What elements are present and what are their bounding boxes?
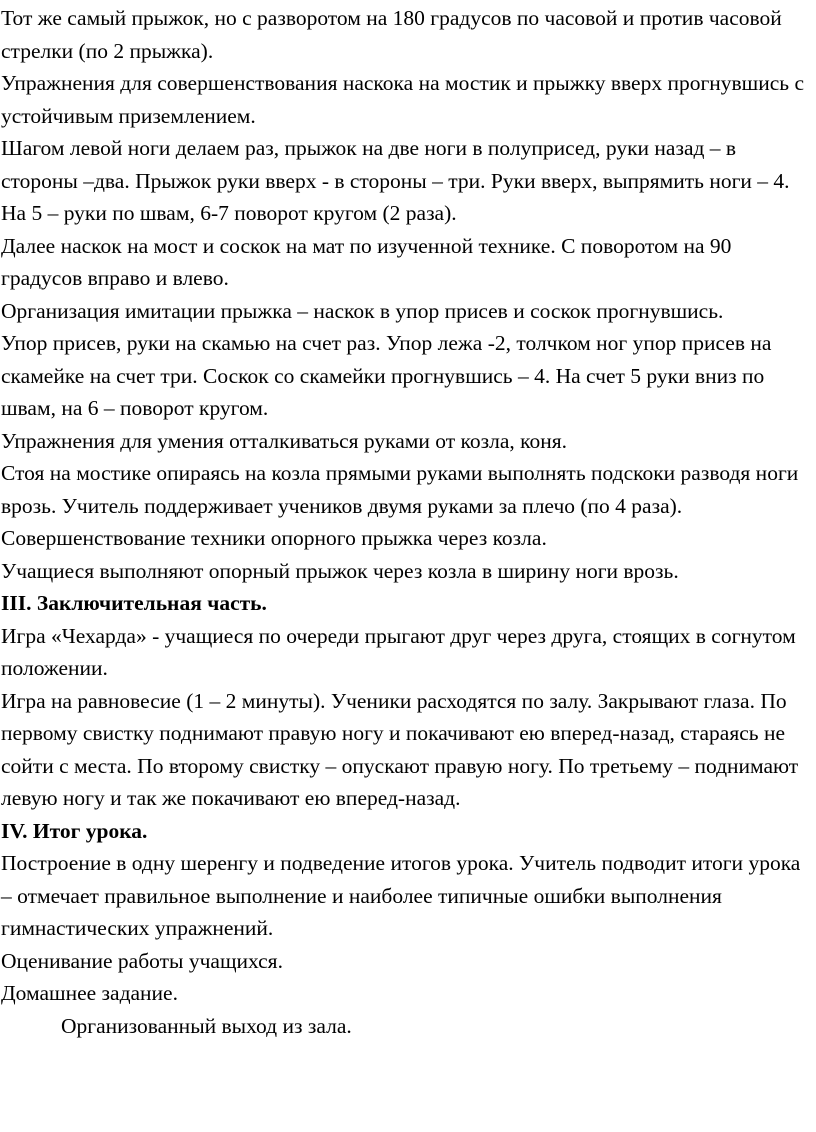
paragraph-vault-straddle: Учащиеся выполняют опорный прыжок через козла в ширину ноги врозь. [1, 558, 679, 583]
paragraph-bridge-exercises: Упражнения для совершенствования наскока на мостик и прыжку вверх прогнувшись с устойчивым приземлением. [1, 71, 805, 128]
paragraph-leapfrog-game: Игра «Чехарда» - учащиеся по очереди прыгают друг через друга, стоящих в согнутом положении. [1, 623, 796, 680]
paragraph-jump-rotation: Тот же самый прыжок, но с разворотом на 180 градусов по часовой и против часовой стрелки (по 2 прыжка). [1, 6, 782, 63]
paragraph-imitation-jump: Организация имитации прыжка – наскок в упор присев и соскок прогнувшись. [1, 298, 724, 323]
paragraph-organized-exit: Организованный выход из зала. [61, 1013, 352, 1038]
paragraph-push-off-exercises: Упражнения для умения отталкиваться руками от козла, коня. [1, 428, 568, 453]
paragraph-bridge-dismount: Далее наскок на мост и соскок на мат по изученной технике. С поворотом на 90 градусов вправо и влево. [1, 233, 732, 290]
paragraph-vault-technique: Совершенствование техники опорного прыжка через козла. [1, 526, 547, 550]
paragraph-bridge-hops: Стоя на мостике опираясь на козла прямыми руками выполнять подскоки разводя ноги врозь. Учитель поддерживает учеников двумя руками за плечо (по 4 раза). [1, 461, 799, 518]
paragraph-left-leg-step: Шагом левой ноги делаем раз, прыжок на две ноги в полуприсед, руки назад – в стороны –два. Прыжок руки вверх - в стороны – три. Руки вверх, выпрямить ноги – 4. На 5 – руки по швам, 6-7 поворот кругом (2 раза). [1, 136, 790, 225]
section-heading-lesson-summary: IV. Итог урока. [1, 818, 148, 843]
document-page [1, 2, 809, 1042]
section-heading-final-part: III. Заключительная часть. [1, 591, 267, 615]
paragraph-homework: Домашнее задание. [1, 981, 178, 1005]
paragraph-lineup-summary: Построение в одну шеренгу и подведение итогов урока. Учитель подводит итоги урока – отмечает правильное выполнение и наиболее типичные ошибки выполнения гимнастических упражнений. [1, 851, 801, 940]
paragraph-grading: Оценивание работы учащихся. [1, 948, 283, 973]
paragraph-squat-bench: Упор присев, руки на скамью на счет раз. Упор лежа -2, толчком ног упор присев на скамейке на счет три. Соскок со скамейки прогнувшись – 4. На счет 5 руки вниз по швам, на 6 – поворот кругом. [1, 331, 772, 420]
paragraph-balance-game: Игра на равновесие (1 – 2 минуты). Ученики расходятся по залу. Закрывают глаза. По первому свистку поднимают правую ногу и покачивают ею вперед-назад, стараясь не сойти с места. По второму свистку – опускают правую ногу. По третьему – поднимают левую ногу и так же покачивают ею вперед-назад. [1, 688, 799, 810]
